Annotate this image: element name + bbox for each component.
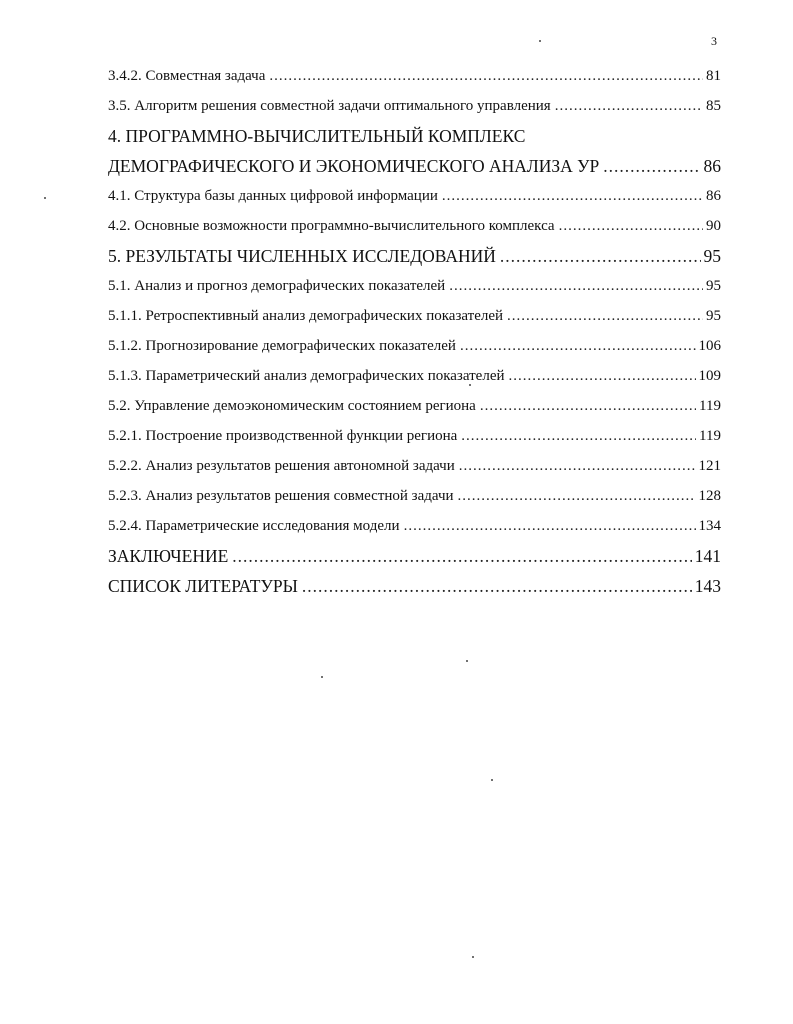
scan-speck bbox=[539, 40, 541, 42]
scan-speck bbox=[321, 676, 323, 678]
toc-entry bbox=[108, 331, 721, 361]
toc-entry bbox=[108, 241, 721, 271]
toc-entry bbox=[108, 421, 721, 451]
table-of-contents bbox=[108, 61, 721, 601]
toc-entry-title: 3.4.2. Совместная задача bbox=[108, 68, 266, 84]
toc-entry-page: 143 bbox=[694, 576, 721, 596]
scan-speck bbox=[472, 956, 474, 958]
toc-entry bbox=[108, 91, 721, 121]
toc-entry bbox=[108, 301, 721, 331]
toc-entry-title: СПИСОК ЛИТЕРАТУРЫ bbox=[108, 576, 298, 596]
toc-entry bbox=[108, 511, 721, 541]
toc-dot-leader bbox=[269, 61, 703, 91]
toc-entry-page: 134 bbox=[698, 518, 721, 534]
page-number: 3 bbox=[711, 34, 717, 48]
toc-entry bbox=[108, 541, 721, 571]
toc-entry bbox=[108, 481, 721, 511]
toc-entry-page: 95 bbox=[706, 308, 721, 324]
toc-dot-leader bbox=[507, 301, 703, 331]
toc-entry-page: 119 bbox=[699, 428, 721, 444]
toc-entry-title: 4.1. Структура базы данных цифровой информации bbox=[108, 188, 438, 204]
toc-entry-title: ЗАКЛЮЧЕНИЕ bbox=[108, 546, 229, 566]
toc-entry-page: 95 bbox=[706, 278, 721, 294]
toc-entry-title: 5.1.2. Прогнозирование демографических показателей bbox=[108, 338, 456, 354]
toc-entry bbox=[108, 151, 721, 181]
toc-dot-leader bbox=[232, 541, 691, 571]
toc-entry-page: 90 bbox=[706, 218, 721, 234]
scan-speck bbox=[491, 779, 493, 781]
toc-entry bbox=[108, 61, 721, 91]
toc-entry-title: 5.1.3. Параметрический анализ демографических показателей bbox=[108, 368, 505, 384]
toc-dot-leader bbox=[509, 361, 696, 391]
toc-dot-leader bbox=[559, 211, 703, 241]
toc-entry-page: 141 bbox=[694, 546, 721, 566]
scan-speck bbox=[469, 384, 471, 386]
toc-entry-page: 86 bbox=[706, 188, 721, 204]
toc-dot-leader bbox=[404, 511, 696, 541]
toc-entry-page: 85 bbox=[706, 98, 721, 114]
toc-entry-page: 95 bbox=[703, 246, 721, 266]
toc-entry-page: 109 bbox=[698, 368, 721, 384]
toc-entry-page: 119 bbox=[699, 398, 721, 414]
toc-dot-leader bbox=[603, 151, 700, 181]
toc-entry-title: 5.2.3. Анализ результатов решения совместной задачи bbox=[108, 488, 454, 504]
scan-speck bbox=[466, 660, 468, 662]
toc-entry bbox=[108, 271, 721, 301]
toc-entry bbox=[108, 121, 721, 151]
toc-entry-page: 81 bbox=[706, 68, 721, 84]
toc-dot-leader bbox=[302, 571, 692, 601]
toc-entry-page: 106 bbox=[698, 338, 721, 354]
toc-entry bbox=[108, 211, 721, 241]
toc-dot-leader bbox=[460, 331, 696, 361]
scan-speck bbox=[44, 197, 46, 199]
toc-entry-title: 5.1. Анализ и прогноз демографических показателей bbox=[108, 278, 446, 294]
toc-entry-title: ДЕМОГРАФИЧЕСКОГО И ЭКОНОМИЧЕСКОГО АНАЛИЗА УР bbox=[108, 156, 600, 176]
toc-entry bbox=[108, 571, 721, 601]
toc-entry bbox=[108, 451, 721, 481]
toc-entry-page: 128 bbox=[698, 488, 721, 504]
toc-entry-page: 121 bbox=[698, 458, 721, 474]
toc-entry bbox=[108, 181, 721, 211]
toc-entry-page: 86 bbox=[703, 156, 721, 176]
toc-dot-leader bbox=[459, 451, 696, 481]
toc-dot-leader bbox=[458, 481, 696, 511]
toc-dot-leader bbox=[480, 391, 696, 421]
toc-entry bbox=[108, 361, 721, 391]
toc-entry-title: 5.2.2. Анализ результатов решения автономной задачи bbox=[108, 458, 455, 474]
toc-dot-leader bbox=[449, 271, 703, 301]
toc-entry-title: 5.1.1. Ретроспективный анализ демографических показателей bbox=[108, 308, 504, 324]
toc-entry-title: 5.2.4. Параметрические исследования модели bbox=[108, 518, 400, 534]
toc-dot-leader bbox=[555, 91, 703, 121]
toc-entry-title: 5.2.1. Построение производственной функции региона bbox=[108, 428, 458, 444]
toc-entry bbox=[108, 391, 721, 421]
toc-entry-title: 4.2. Основные возможности программно-вычислительного комплекса bbox=[108, 218, 555, 234]
toc-dot-leader bbox=[442, 181, 703, 211]
toc-dot-leader bbox=[500, 241, 701, 271]
toc-entry-title: 5.2. Управление демоэкономическим состоянием региона bbox=[108, 398, 476, 414]
toc-entry-title: 4. ПРОГРАММНО-ВЫЧИСЛИТЕЛЬНЫЙ КОМПЛЕКС bbox=[108, 126, 526, 146]
toc-dot-leader bbox=[461, 421, 696, 451]
toc-entry-title: 5. РЕЗУЛЬТАТЫ ЧИСЛЕННЫХ ИССЛЕДОВАНИЙ bbox=[108, 246, 496, 266]
toc-entry-title: 3.5. Алгоритм решения совместной задачи оптимального управления bbox=[108, 98, 551, 114]
